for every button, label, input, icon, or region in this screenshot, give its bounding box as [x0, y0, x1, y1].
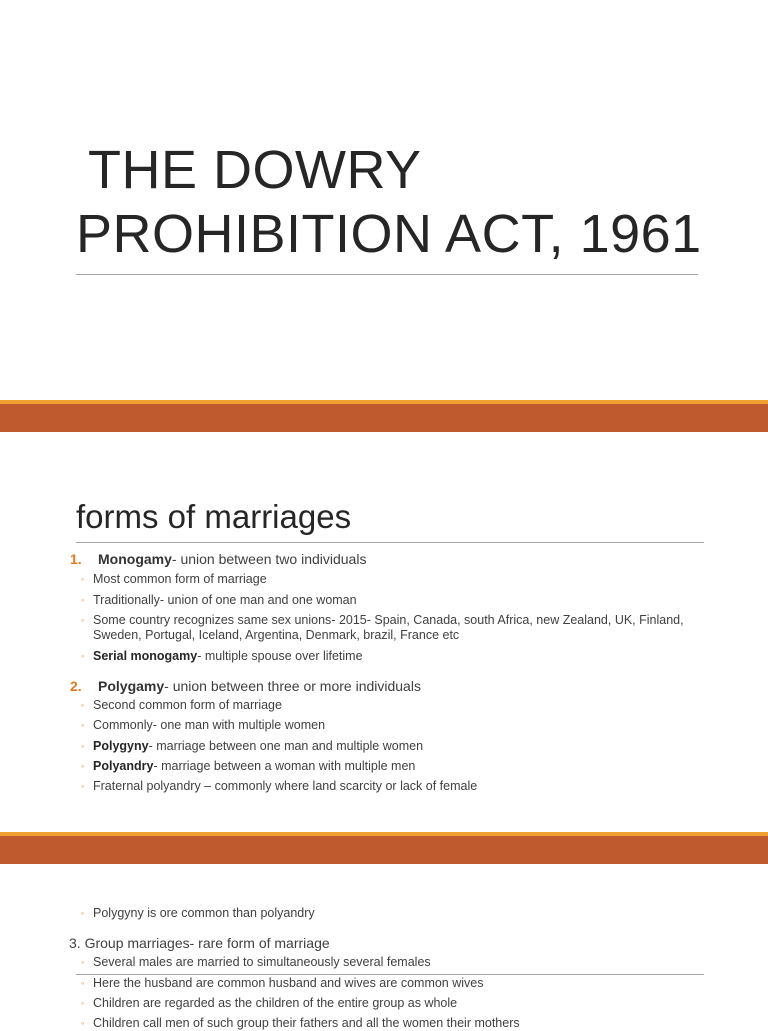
sub-item-text: Second common form of marriage	[93, 698, 282, 712]
sub-item-text: Several males are married to simultaneously several females	[93, 955, 431, 969]
sub-item	[81, 593, 705, 608]
sub-item	[81, 649, 705, 664]
sub-item-text: - marriage between one man and multiple women	[148, 739, 424, 753]
sub-item	[81, 779, 705, 794]
sub-item	[81, 955, 705, 970]
bullet-icon: ◦	[81, 781, 85, 791]
bullet-icon: ◦	[81, 1018, 85, 1028]
divider	[76, 974, 704, 975]
slide-separator	[0, 836, 768, 864]
sub-item-text: Children are regarded as the children of the entire group as whole	[93, 996, 458, 1010]
bullet-icon: ◦	[81, 741, 85, 751]
bullet-icon: ◦	[81, 651, 85, 661]
title-divider	[76, 274, 698, 275]
list-item-monogamy	[70, 551, 366, 567]
sub-item-text: Here the husband are common husband and wives are common wives	[93, 976, 484, 990]
list-number: 2.	[70, 678, 82, 694]
sub-item	[81, 976, 705, 991]
sub-item-text: Most common form of marriage	[93, 572, 267, 586]
list-item-group-marriage	[69, 935, 330, 951]
item-text: - union between two individuals	[171, 551, 367, 567]
sub-item	[81, 718, 705, 733]
bullet-icon: ◦	[81, 998, 85, 1008]
bullet-icon: ◦	[81, 957, 85, 967]
bullet-icon: ◦	[81, 908, 85, 918]
list-number: 1.	[70, 551, 82, 567]
section-heading: forms of marriages	[76, 498, 352, 535]
sub-item-text: Polygyny is ore common than polyandry	[93, 906, 315, 920]
title-line-1: THE DOWRY	[88, 140, 422, 200]
sub-item	[81, 1016, 705, 1030]
heading-divider	[76, 542, 704, 543]
item-text: - union between three or more individuals	[164, 678, 421, 694]
bullet-icon: ◦	[81, 978, 85, 988]
title-line-2: PROHIBITION ACT, 1961	[76, 204, 702, 264]
bullet-icon: ◦	[81, 720, 85, 730]
term-polygamy: Polygamy	[98, 678, 165, 694]
bullet-icon: ◦	[81, 761, 85, 771]
bullet-icon: ◦	[81, 595, 85, 605]
sub-item	[81, 572, 705, 587]
slide-separator	[0, 404, 768, 432]
sub-item-text: Commonly- one man with multiple women	[93, 718, 326, 732]
sub-item	[81, 906, 705, 921]
sub-item	[81, 759, 705, 774]
bullet-icon: ◦	[81, 574, 85, 584]
sub-item-text: Fraternal polyandry – commonly where land scarcity or lack of female	[93, 779, 478, 793]
sub-item-text: - marriage between a woman with multiple men	[153, 759, 416, 773]
sub-item-text: - multiple spouse over lifetime	[197, 649, 363, 663]
sub-item	[81, 613, 705, 643]
sub-item	[81, 698, 705, 713]
list-item-polygamy	[70, 678, 421, 694]
bullet-icon: ◦	[81, 700, 85, 710]
item-text: 3. Group marriages- rare form of marriage	[69, 935, 330, 951]
bullet-icon: ◦	[81, 615, 85, 625]
slide-title	[76, 138, 716, 266]
sub-item	[81, 996, 705, 1011]
sub-item-text: Some country recognizes same sex unions- 2015- Spain, Canada, south Africa, new Zealand, UK, Finland, Sweden, Portugal, Iceland, Argentina, Denmark, brazil, France etc	[93, 613, 684, 642]
term-polyandry: Polyandry	[93, 759, 154, 773]
sub-item-text: Traditionally- union of one man and one woman	[93, 593, 357, 607]
term-polygyny: Polygyny	[93, 739, 149, 753]
sub-item	[81, 739, 705, 754]
sub-item-text: Children call men of such group their fathers and all the women their mothers	[93, 1016, 520, 1030]
term-serial-monogamy: Serial monogamy	[93, 649, 198, 663]
term-monogamy: Monogamy	[98, 551, 172, 567]
